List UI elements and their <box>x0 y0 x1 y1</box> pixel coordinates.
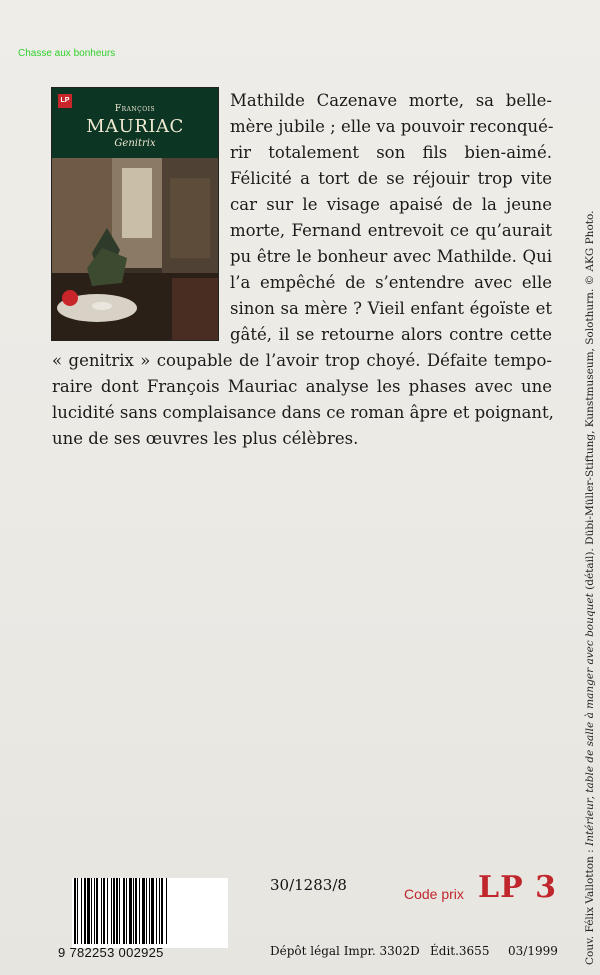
barcode-bar <box>113 878 115 944</box>
barcode-bar <box>87 878 90 944</box>
credit-prefix: Couv. Félix Vallotton : <box>584 845 596 965</box>
barcode-bar <box>107 878 108 944</box>
blurb-line: l’a empêché de s’entendre avec elle <box>230 273 552 292</box>
print-date: 03/1999 <box>508 944 558 958</box>
blurb-line: « genitrix » coupable de l’avoir trop choyé. Défaite tempo- <box>52 351 552 370</box>
barcode-bar <box>119 878 120 944</box>
cover-author-first-name: François <box>114 104 156 114</box>
cover-author-last-name: MAURIAC <box>86 116 184 137</box>
code-prix-label: Code prix <box>404 886 464 902</box>
blurb-line: lucidité sans complaisance dans ce roman âpre et poignant, <box>52 403 554 422</box>
watermark-text: Chasse aux bonheurs <box>18 48 116 59</box>
barcode-bar <box>135 878 137 944</box>
blurb-line: pu être le bonheur avec Mathilde. Qui <box>230 247 552 266</box>
barcode-bar <box>139 878 140 944</box>
credit-suffix: (détail). Dübi-Müller-Stiftung, Kunstmuseum, Solothurn. © AKG Photo. <box>584 210 596 594</box>
barcode-bar <box>146 878 147 944</box>
cover-painting <box>52 158 218 340</box>
blurb-line: car sur le visage apaisé de la jeune <box>230 195 552 214</box>
barcode-bar <box>91 878 92 944</box>
blurb-line: gâté, il se retourne alors contre cette <box>230 325 552 344</box>
barcode-bar <box>166 878 167 944</box>
barcode-number: 9 782253 002925 <box>58 945 164 960</box>
blurb-line: une de ses œuvres les plus célèbres. <box>52 429 359 448</box>
cover-credit <box>584 205 596 965</box>
barcode-bar <box>159 878 160 944</box>
barcode-bar <box>156 878 157 944</box>
barcode-bar <box>129 878 132 944</box>
barcode-bar <box>116 878 118 944</box>
blurb-line: Félicité a tort de se réjouir trop vite <box>230 169 552 188</box>
cover-book-title: Genitrix <box>114 138 156 149</box>
blurb-line: rir totalement son fils bien-aimé. <box>230 143 552 162</box>
blurb-line: mère jubile ; elle va pouvoir reconqué- <box>230 117 554 136</box>
code-prix-value: LP 3 <box>478 870 557 905</box>
barcode-bar <box>96 878 98 944</box>
barcode-bar <box>94 878 95 944</box>
barcode-bar <box>81 878 82 944</box>
barcode-bar <box>161 878 163 944</box>
barcode-bar <box>103 878 105 944</box>
barcode-bar <box>84 878 86 944</box>
barcode-bar <box>142 878 145 944</box>
barcode-bar <box>126 878 127 944</box>
barcode <box>72 878 228 948</box>
blurb-line: raire dont François Mauriac analyse les phases avec une <box>52 377 552 396</box>
barcode-bar <box>151 878 154 944</box>
barcode-bar <box>111 878 112 944</box>
edition-number: Édit.3655 <box>430 944 490 958</box>
barcode-bar <box>123 878 125 944</box>
publisher-logo: LP <box>58 94 72 108</box>
blurb-line: Mathilde Cazenave morte, sa belle- <box>230 91 552 110</box>
blurb-line: sinon sa mère ? Vieil enfant égoïste et <box>230 299 552 318</box>
barcode-bar <box>149 878 150 944</box>
front-cover-thumbnail <box>52 88 218 340</box>
credit-artwork-title: Intérieur, table de salle à manger avec bouquet <box>584 593 596 846</box>
barcode-bar <box>101 878 102 944</box>
cover-title-panel <box>52 88 218 158</box>
blurb-line: morte, Fernand entrevoit ce qu’aurait <box>230 221 552 240</box>
reference-number: 30/1283/8 <box>270 876 347 894</box>
barcode-bar <box>133 878 134 944</box>
barcode-bar <box>74 878 76 944</box>
depot-legal: Dépôt légal Impr. 3302D <box>270 944 420 958</box>
barcode-bar <box>77 878 78 944</box>
